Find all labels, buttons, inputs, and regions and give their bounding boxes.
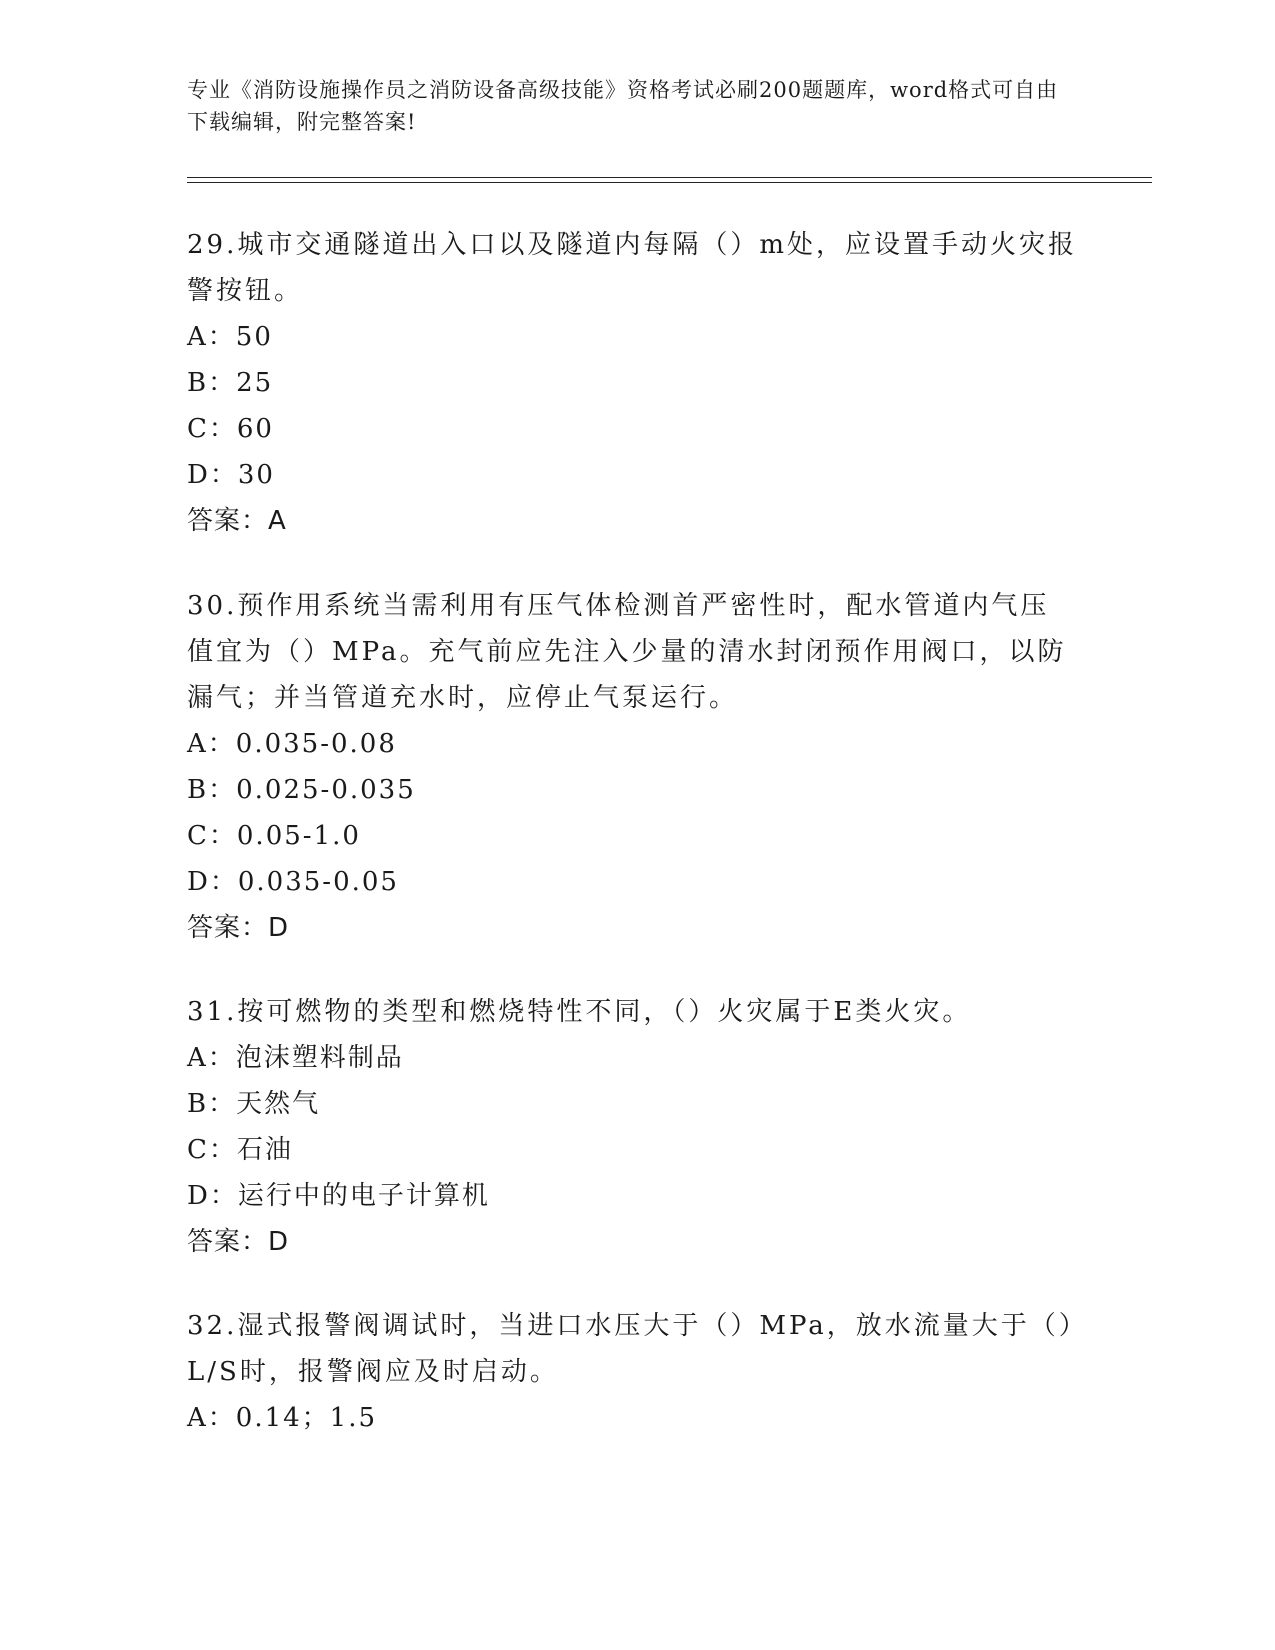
answer: 答案：D — [187, 1227, 290, 1257]
option-a: A：泡沫塑料制品 — [187, 1043, 404, 1073]
header-divider-bottom — [187, 182, 1152, 183]
document-header: 专业《消防设施操作员之消防设备高级技能》资格考试必刷200题题库，word格式可自由下载编辑，附完整答案! — [187, 78, 1059, 134]
option-a: A：50 — [187, 322, 273, 352]
question-30 — [187, 583, 1077, 951]
option-c: C：0.05-1.0 — [187, 821, 361, 851]
question-text: 31.按可燃物的类型和燃烧特性不同，（）火灾属于E类火灾。 — [187, 997, 972, 1027]
option-b: B：25 — [187, 368, 274, 398]
answer: 答案：A — [187, 506, 287, 536]
question-text: 32.湿式报警阀调试时，当进口水压大于（）MPa，放水流量大于（）L/S时，报警阀应及时启动。 — [187, 1311, 1075, 1387]
answer: 答案：D — [187, 913, 290, 943]
option-d: D：30 — [187, 460, 275, 490]
option-a: A：0.035-0.08 — [187, 729, 397, 759]
header-divider-top — [187, 177, 1152, 178]
option-c: C：60 — [187, 414, 274, 444]
option-a: A：0.14；1.5 — [187, 1403, 378, 1433]
question-32 — [187, 1303, 1077, 1441]
question-text: 30.预作用系统当需利用有压气体检测首严密性时，配水管道内气压值宜为（）MPa。充气前应先注入少量的清水封闭预作用阀口，以防漏气；并当管道充水时，应停止气泵运行。 — [187, 591, 1067, 713]
question-29 — [187, 222, 1077, 544]
question-text: 29.城市交通隧道出入口以及隧道内每隔（）m处，应设置手动火灾报警按钮。 — [187, 230, 1078, 306]
option-c: C：石油 — [187, 1135, 293, 1165]
option-d: D：0.035-0.05 — [187, 867, 399, 897]
option-b: B：0.025-0.035 — [187, 775, 416, 805]
option-d: D：运行中的电子计算机 — [187, 1181, 490, 1211]
question-31 — [187, 989, 1077, 1265]
option-b: B：天然气 — [187, 1089, 321, 1119]
